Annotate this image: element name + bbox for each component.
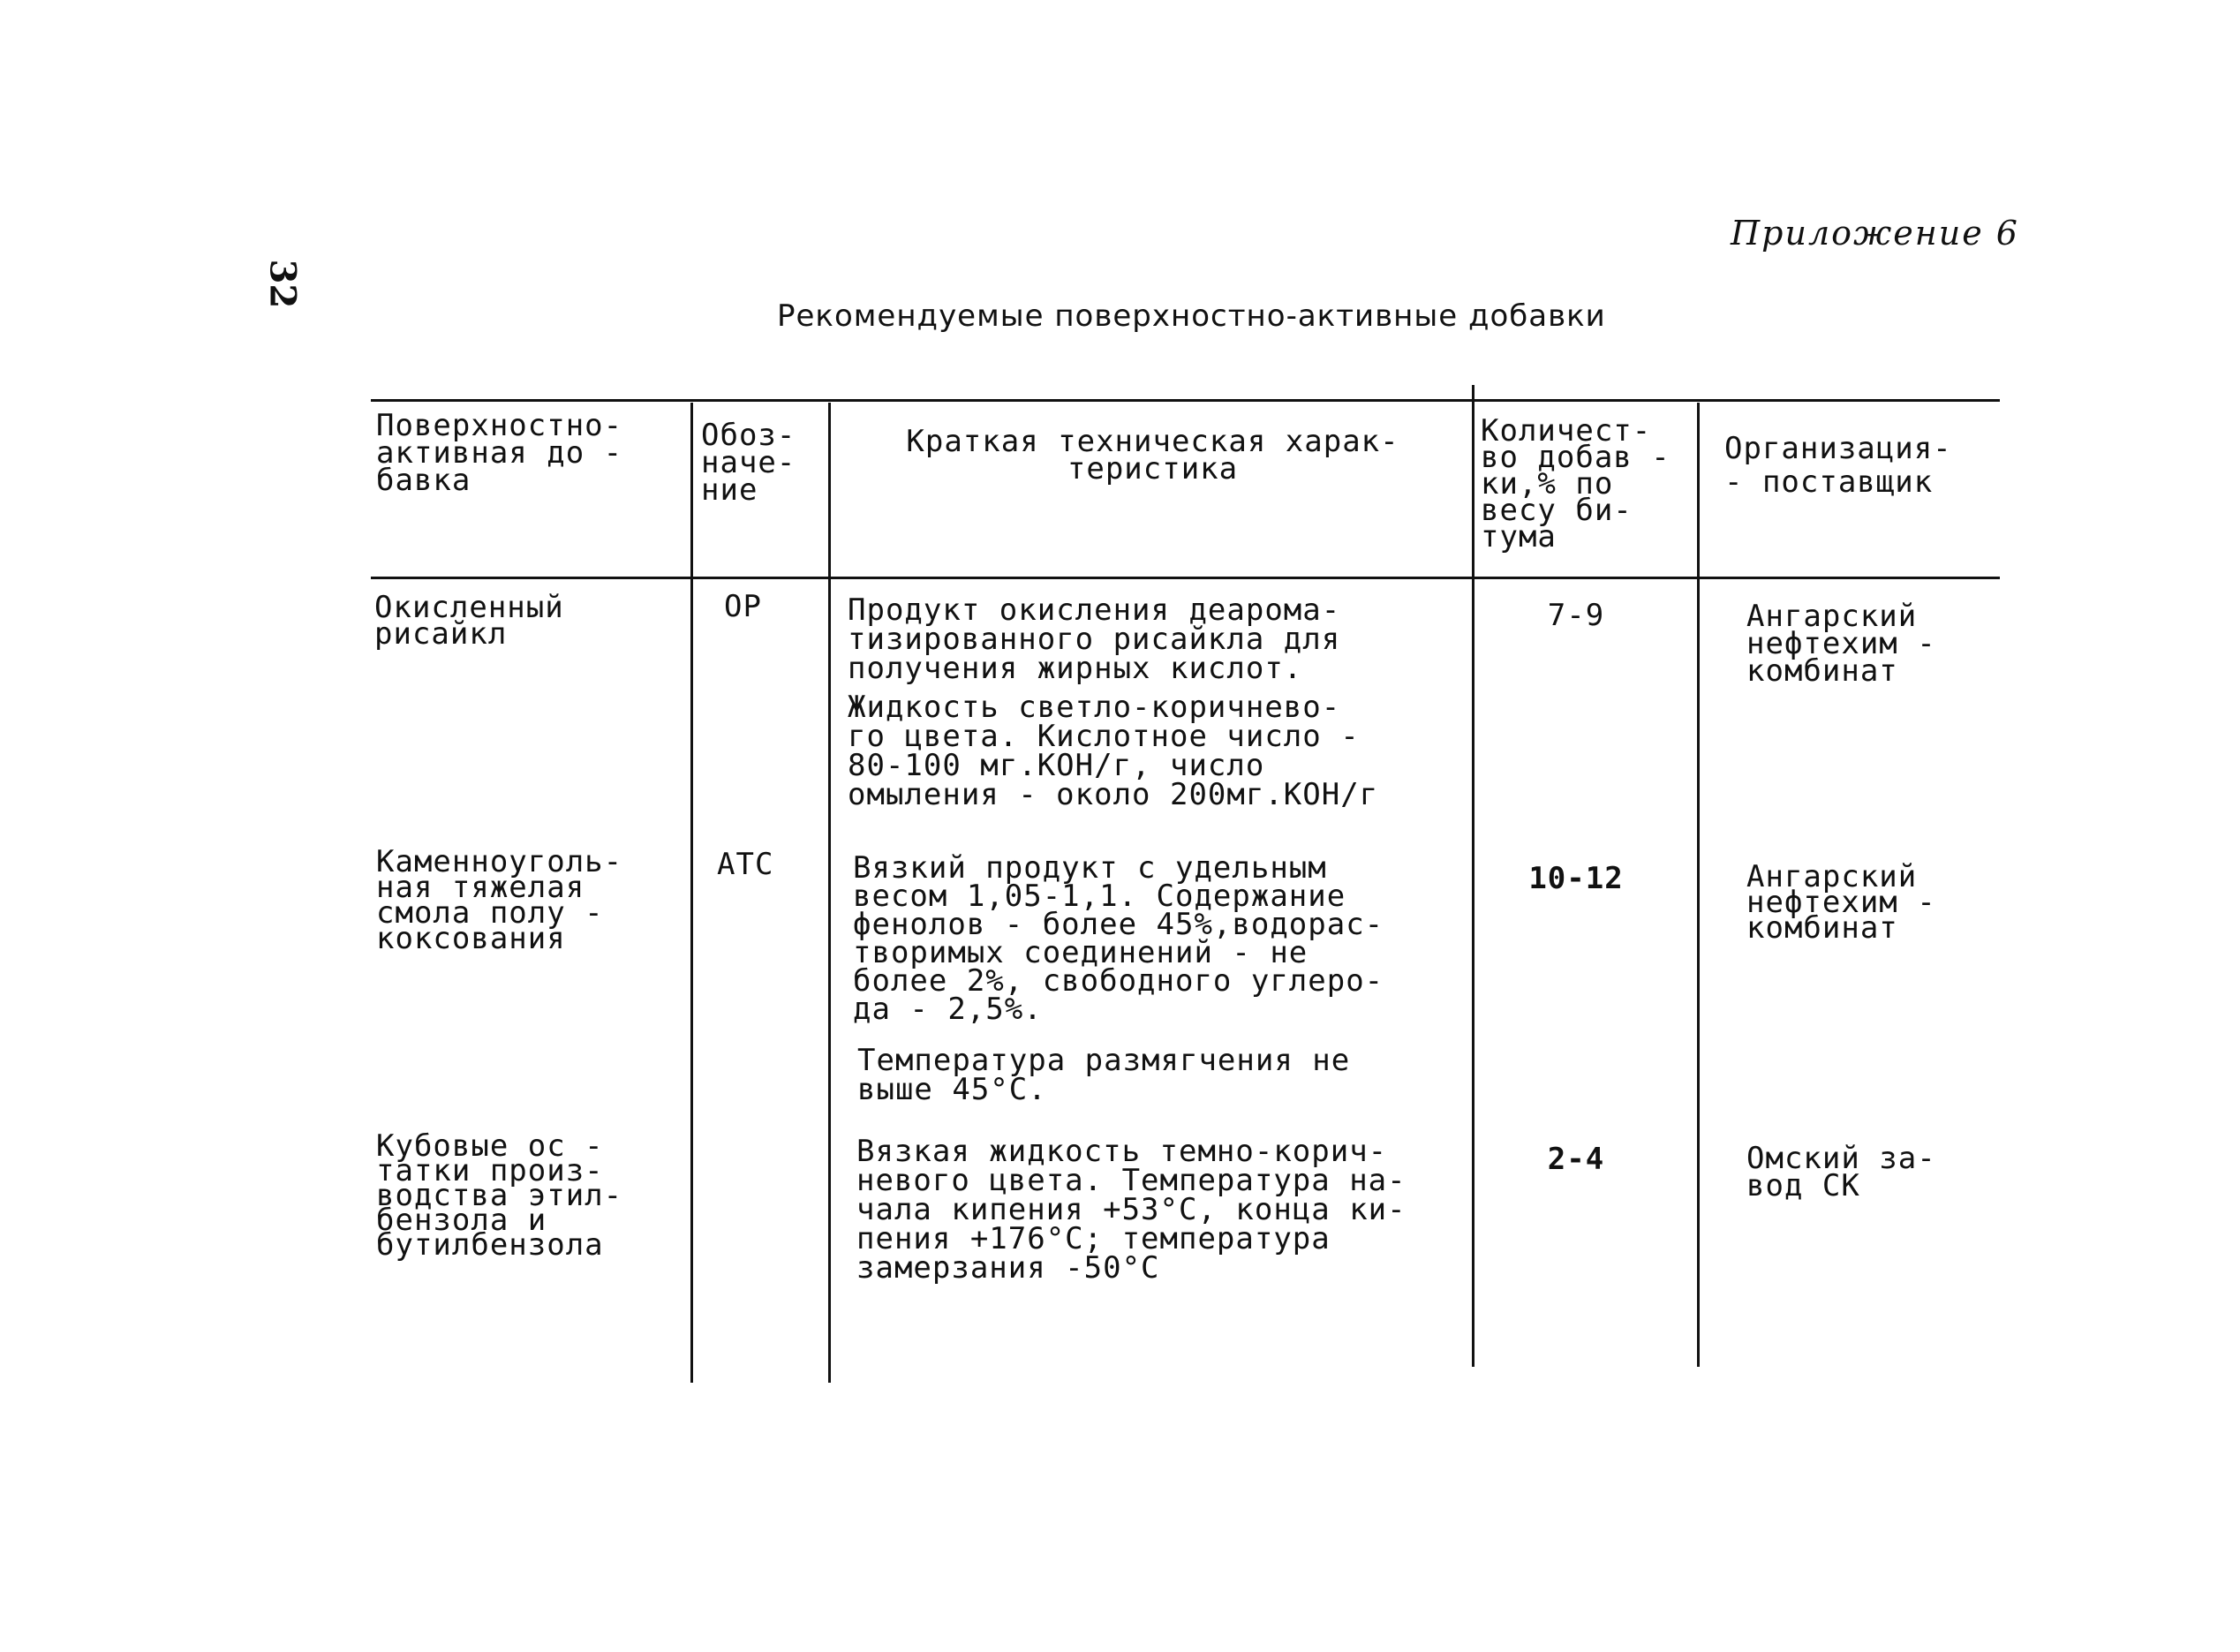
header-bottom-rule bbox=[371, 577, 2000, 579]
row-1-additive: Окисленный рисайкл bbox=[374, 590, 564, 652]
column-divider-2 bbox=[828, 403, 831, 1383]
row-1-characteristic-2: Жидкость светло-коричнево- го цвета. Кислотное число - 80-100 мг.КОН/г, число омыления - около 200мг.КОН/г bbox=[848, 690, 1379, 812]
header-characteristic: Краткая техническая харак- теристика bbox=[906, 424, 1399, 487]
table-title: Рекомендуемые поверхностно-активные добавки bbox=[777, 298, 1606, 334]
row-2-supplier: Ангарский нефтехим - комбинат bbox=[1746, 859, 1936, 946]
header-designation: Обоз- наче- ние bbox=[701, 418, 796, 508]
page-number: 32 bbox=[261, 259, 304, 309]
header-supplier: Организация- - поставщик bbox=[1724, 431, 1952, 500]
row-2-designation: АТС bbox=[717, 847, 774, 882]
row-2-quantity: 10-12 bbox=[1528, 861, 1624, 896]
row-1-quantity: 7-9 bbox=[1547, 598, 1605, 633]
column-divider-4 bbox=[1697, 403, 1700, 1367]
appendix-label: Приложение 6 bbox=[1731, 214, 2019, 253]
row-3-quantity: 2-4 bbox=[1547, 1142, 1605, 1177]
header-quantity: Количест- во добав - ки,% по весу би- тума bbox=[1481, 413, 1671, 554]
row-2-additive: Каменноуголь- ная тяжелая смола полу - коксования bbox=[376, 844, 623, 956]
row-3-supplier: Омский за- вод СК bbox=[1746, 1141, 1936, 1203]
row-1-supplier: Ангарский нефтехим - комбинат bbox=[1746, 599, 1936, 689]
row-3-characteristic-1: Вязкая жидкость темно-корич- невого цвета. Температура на- чала кипения +53°С, конца ки- пения +176°С; температура замерзания -50°С bbox=[856, 1134, 1407, 1286]
table-top-rule bbox=[371, 399, 2000, 402]
header-additive: Поверхностно- активная до - бавка bbox=[376, 408, 623, 498]
row-2-characteristic-1: Вязкий продукт с удельным весом 1,05-1,1. Содержание фенолов - более 45%,водорас- творимых соединений - не более 2%, свободного углеро- да - 2,5%. bbox=[853, 850, 1384, 1027]
column-divider-1 bbox=[690, 403, 693, 1383]
column-divider-3 bbox=[1472, 385, 1474, 1367]
row-1-designation: ОР bbox=[724, 589, 762, 624]
row-3-additive: Кубовые ос - татки произ- водства этил- бензола и бутилбензола bbox=[376, 1128, 623, 1263]
row-2-characteristic-2: Температура размягчения не выше 45°С. bbox=[857, 1043, 1351, 1107]
row-1-characteristic-1: Продукт окисления деарома- тизированного рисайкла для получения жирных кислот. bbox=[848, 592, 1341, 686]
